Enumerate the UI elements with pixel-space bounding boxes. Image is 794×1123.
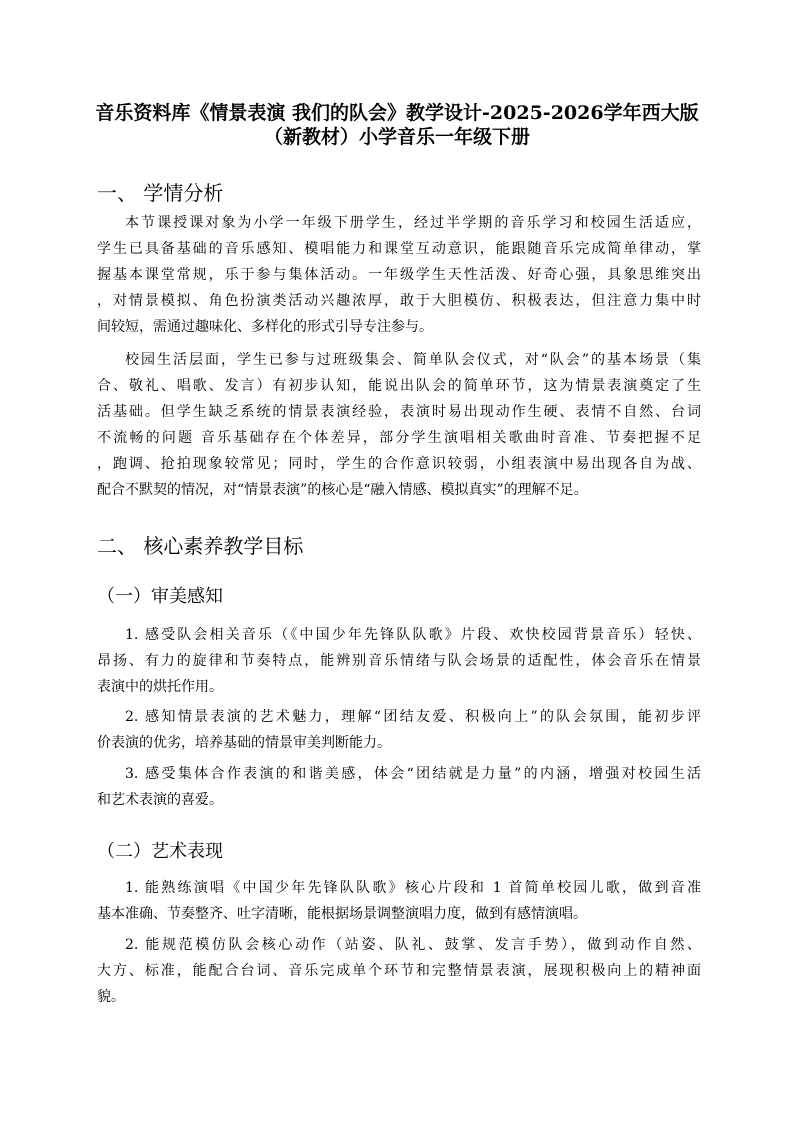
text-line: 活基础。但学生缺乏系统的情景表演经验，表演时易出现动作生硬、表情不自然、台词 <box>97 404 701 420</box>
text-line: 昂扬、有力的旋律和节奏特点，能辨别音乐情绪与队会场景的适配性，体会音乐在情景 <box>97 653 701 669</box>
text-line: 2. 能规范模仿队会核心动作（站姿、队礼、鼓掌、发言手势），做到动作自然、 <box>125 937 701 953</box>
text-line: 本节课授课对象为小学一年级下册学生，经过半学期的音乐学习和校园生活适应， <box>125 215 701 231</box>
text-line: 校园生活层面，学生已参与过班级集会、简单队会仪式，对“队会”的基本场景（集 <box>125 352 701 368</box>
subsection-heading-aesthetic-perception: （一）审美感知 <box>97 586 223 607</box>
text-line: 3. 感受集体合作表演的和谐美感，体会“团结就是力量”的内涵，增强对校园生活 <box>125 766 701 782</box>
goal-item-aesthetic-3 <box>97 761 701 813</box>
text-line: 1. 能熟练演唱《中国少年先锋队队歌》核心片段和 1 首简单校园儿歌，做到音准 <box>125 880 701 896</box>
text-line: 和艺术表演的喜爱。 <box>97 792 223 808</box>
goal-item-aesthetic-2 <box>97 704 701 756</box>
text-line: 表演中的烘托作用。 <box>97 679 223 695</box>
text-line: 握基本课堂常规，乐于参与集体活动。一年级学生天性活泼、好奇心强，具象思维突出 <box>97 267 701 283</box>
text-line: ，跑调、抢拍现象较常见；同时，学生的合作意识较弱，小组表演中易出现各自为战、 <box>97 456 701 472</box>
text-line: 大方、标准，能配合台词、音乐完成单个环节和完整情景表演，展现积极向上的精神面 <box>97 963 701 979</box>
text-line: 2. 感知情景表演的艺术魅力，理解“团结友爱、积极向上”的队会氛围，能初步评 <box>125 709 701 725</box>
text-line: 学生已具备基础的音乐感知、模唱能力和课堂互动意识，能跟随音乐完成简单律动，掌 <box>97 241 701 257</box>
text-line: 配合不默契的情况，对“情景表演”的核心是“融入情感、模拟真实”的理解不足。 <box>97 482 588 498</box>
text-line: 基本准确、节奏整齐、吐字清晰，能根据场景调整演唱力度，做到有感情演唱。 <box>97 906 587 922</box>
text-line: 间较短，需通过趣味化、多样化的形式引导专注参与。 <box>97 319 433 335</box>
goal-item-expression-1 <box>97 875 701 927</box>
section-heading-learner-analysis: 一、 学情分析 <box>97 181 224 205</box>
goal-item-expression-2 <box>97 932 701 1010</box>
title-line-1: 音乐资料库《情景表演 我们的队会》教学设计-2025-2026学年西大版 <box>95 102 699 124</box>
subsection-heading-artistic-expression: （二）艺术表现 <box>97 841 223 862</box>
text-line: 貌。 <box>97 989 125 1005</box>
goal-item-aesthetic-1 <box>97 622 701 700</box>
title-line-2: （新教材）小学音乐一年级下册 <box>263 126 530 148</box>
document-title <box>80 101 714 149</box>
text-line: 不流畅的问题 音乐基础存在个体差异，部分学生演唱相关歌曲时音准、节奏把握不足 <box>97 430 701 446</box>
text-line: 合、敬礼、唱歌、发言）有初步认知，能说出队会的简单环节，这为情景表演奠定了生 <box>97 378 701 394</box>
paragraph-campus-life <box>97 347 701 503</box>
section-heading-core-literacy-goals: 二、 核心素养教学目标 <box>97 534 304 558</box>
text-line: 价表演的优劣，培养基础的情景审美判断能力。 <box>97 735 391 751</box>
text-line: 1. 感受队会相关音乐（《中国少年先锋队队歌》片段、欢快校园背景音乐）轻快、 <box>125 627 701 643</box>
text-line: ，对情景模拟、角色扮演类活动兴趣浓厚，敢于大胆模仿、积极表达，但注意力集中时 <box>97 293 701 309</box>
paragraph-learner-background <box>97 210 701 340</box>
